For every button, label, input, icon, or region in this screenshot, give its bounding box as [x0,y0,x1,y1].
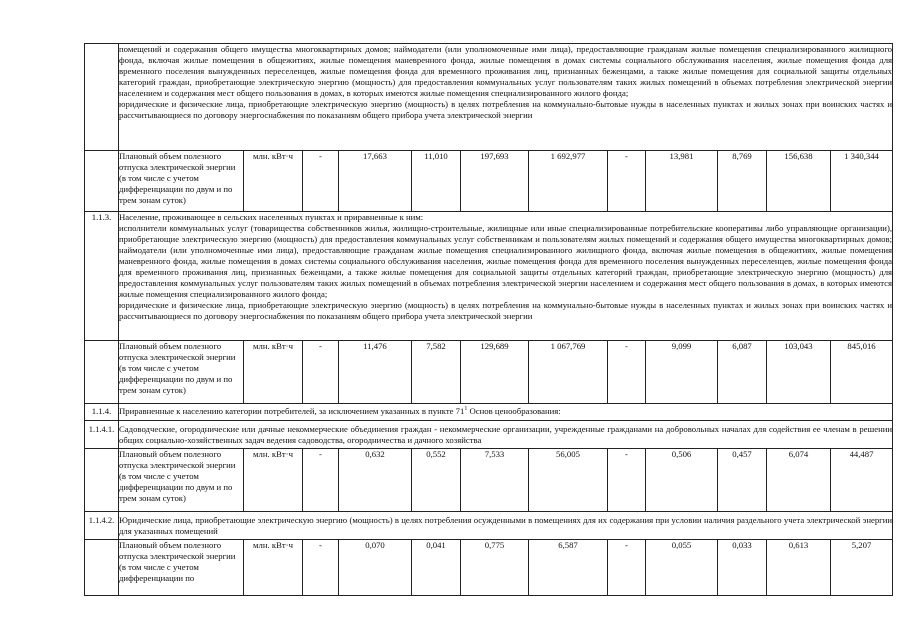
row-number: 1.1.4. [85,404,119,421]
section-description: Юридические лица, приобретающие электрическую энергию (мощность) в целях потребления осужденными в помещениях для их содержания при условии наличия раздельного учета электрической энергии для указанных помещений [119,512,893,540]
row-number [85,540,119,596]
value-cell: 197,693 [461,151,529,212]
value-cell: 129,689 [461,341,529,404]
row-number: 1.1.4.1. [85,421,119,449]
value-cell: 5,207 [831,540,893,596]
value-cell: 156,638 [767,151,831,212]
value-cell: 56,005 [529,449,608,512]
row-number [85,151,119,212]
value-cell: 44,487 [831,449,893,512]
value-cell: - [608,341,646,404]
value-cell: - [303,151,339,212]
unit-cell: млн. кВт·ч [244,151,303,212]
value-cell: 7,582 [412,341,461,404]
value-cell: 0,506 [646,449,718,512]
section-row [85,421,893,449]
section-row [85,512,893,540]
row-number [85,341,119,404]
value-cell: 0,033 [718,540,767,596]
row-number [85,44,119,151]
value-cell: - [303,540,339,596]
value-cell: 1 340,344 [831,151,893,212]
indicator-label: Плановый объем полезного отпуска электрической энергии (в том числе с учетом дифференциации по [119,540,244,596]
section-row [85,404,893,421]
section-description: Садоводческие, огороднические или дачные некоммерческие объединения граждан - некоммерческие организации, учрежденные гражданами на добровольных началах для содействия ее членам в решении общих социально-хозяйственных задач ведения садоводства, огородничества и дачного хозяйства [119,421,893,449]
value-cell: 11,010 [412,151,461,212]
value-cell: - [608,449,646,512]
unit-cell: млн. кВт·ч [244,341,303,404]
value-cell: 13,981 [646,151,718,212]
value-cell: 0,613 [767,540,831,596]
section-row [85,44,893,151]
row-number: 1.1.3. [85,212,119,341]
data-row [85,341,893,404]
value-cell: 103,043 [767,341,831,404]
row-number [85,449,119,512]
data-row [85,540,893,596]
value-cell: 6,587 [529,540,608,596]
value-cell: - [303,341,339,404]
row-number: 1.1.4.2. [85,512,119,540]
value-cell: 9,099 [646,341,718,404]
section-description: Население, проживающее в сельских населенных пунктах и приравненные к ним: исполнители коммунальных услуг (товарищества собственников жилья, жилищно-строительные, жилищные или иные специализированные потребительские кооперативы либо управляющие организации), приобретающие электрическую энергию (мощность) для предоставления коммунальных услуг собственникам и пользователям жилых помещений и содержания общего имущества многоквартирных домов; наймодатели (или уполномоченные ими лица), предоставляющие гражданам жилые помещения специализированного жилищного фонда, включая жилые помещения в общежитиях, жилые помещения маневренного фонда, жилые помещения в домах системы социального обслуживания населения, жилые помещения фонда для временного поселения вынужденных переселенцев, жилые помещения фонда для временного проживания лиц, признанных беженцами, а также жилые помещения для социальной защиты отдельных категорий граждан, приобретающие электрическую энергию (мощность) для предоставления коммунальных услуг пользователям таких жилых помещений в объемах потребления электрической энергии населением и содержания мест общего пользования в домах, в которых имеются жилые помещения специализированного жилого фонда; юридические и физические лица, приобретающие электрическую энергию (мощность) в целях потребления на коммунально-бытовые нужды в населенных пунктах и жилых зонах при воинских частях и рассчитывающиеся по договору энергоснабжения по показаниям общего прибора учета электрической энергии [119,212,893,341]
value-cell: 11,476 [339,341,412,404]
value-cell: 6,074 [767,449,831,512]
section-description: помещений и содержания общего имущества многоквартирных домов; наймодатели (или уполномоченные ими лица), предоставляющие гражданам жилые помещения специализированного жилищного фонда, включая жилые помещения в общежитиях, жилые помещения маневренного фонда, жилые помещения в домах системы социального обслуживания населения, жилые помещения фонда для временного поселения вынужденных переселенцев, жилые помещения фонда для временного проживания лиц, признанных беженцами, а также жилые помещения для социальной защиты отдельных категорий граждан, приобретающие электрическую энергию (мощность) для предоставления коммунальных услуг пользователям таких жилых помещений в объемах потребления электрической энергии населением и содержания мест общего пользования в домах, в которых имеются жилые помещения специализированного жилого фонда; юридические и физические лица, приобретающие электрическую энергию (мощность) в целях потребления на коммунально-бытовые нужды в населенных пунктах и жилых зонах при воинских частях и рассчитывающиеся по договору энергоснабжения по показаниям общего прибора учета электрической энергии [119,44,893,151]
indicator-label: Плановый объем полезного отпуска электрической энергии (в том числе с учетом дифференциации по двум и по трем зонам суток) [119,151,244,212]
value-cell: 0,552 [412,449,461,512]
value-cell: 1 692,977 [529,151,608,212]
tariff-table [84,43,893,596]
unit-cell: млн. кВт·ч [244,540,303,596]
value-cell: 845,016 [831,341,893,404]
value-cell: - [608,540,646,596]
value-cell: 0,055 [646,540,718,596]
value-cell: - [303,449,339,512]
value-cell: 0,775 [461,540,529,596]
value-cell: 0,457 [718,449,767,512]
value-cell: 0,041 [412,540,461,596]
value-cell: 0,070 [339,540,412,596]
section-description: Приравненные к населению категории потребителей, за исключением указанных в пункте $71^1$ Основ ценообразования: [119,404,893,421]
value-cell: - [608,151,646,212]
unit-cell: млн. кВт·ч [244,449,303,512]
value-cell: 1 067,769 [529,341,608,404]
data-row [85,449,893,512]
value-cell: 0,632 [339,449,412,512]
section-row [85,212,893,341]
indicator-label: Плановый объем полезного отпуска электрической энергии (в том числе с учетом дифференциации по двум и по трем зонам суток) [119,449,244,512]
value-cell: 8,769 [718,151,767,212]
value-cell: 6,087 [718,341,767,404]
indicator-label: Плановый объем полезного отпуска электрической энергии (в том числе с учетом дифференциации по двум и по трем зонам суток) [119,341,244,404]
data-row [85,151,893,212]
value-cell: 17,663 [339,151,412,212]
value-cell: 7,533 [461,449,529,512]
